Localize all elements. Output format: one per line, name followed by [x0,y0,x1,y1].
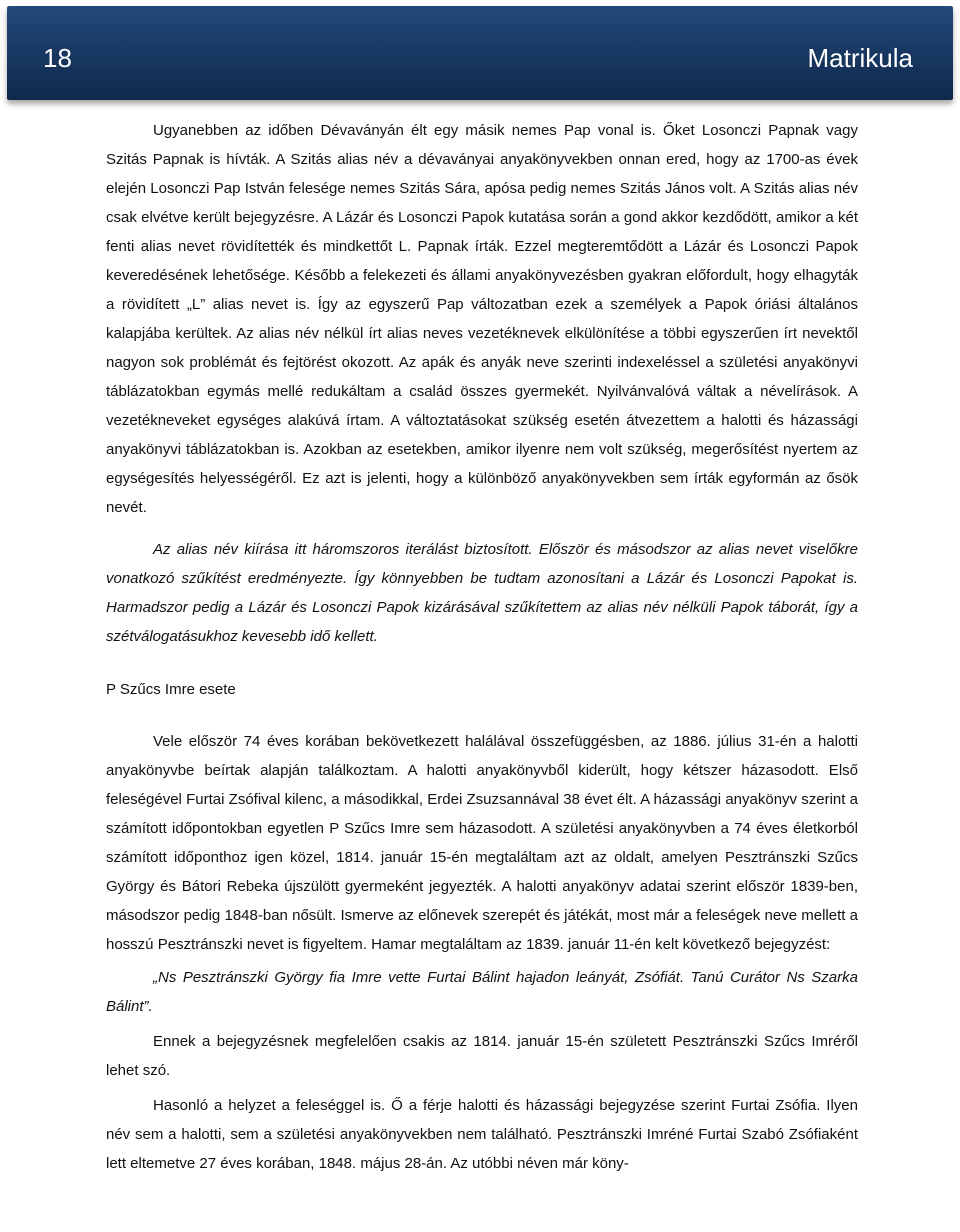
page-number: 18 [43,43,72,73]
quoted-entry: „Ns Pesztránszki György fia Imre vette Furtai Bálint hajadon leányát, Zsófiát. Tanú Curátor Ns Szarka Bálint”. [106,969,858,1015]
section-paragraph-3: Hasonló a helyzet a feleséggel is. Ő a férje halotti és házassági bejegyzése szerint Furtai Zsófia. Ilyen név sem a halotti, sem a születési anyakönyvekben nem található. Pesztránszki Imréné Furtai Szabó Zsófiaként lett eltemetve 27 éves korában, 1848. május 28-án. Az utóbbi néven már köny- [106,1097,858,1172]
section-paragraph-1: Vele először 74 éves korában bekövetkezett halálával összefüggésben, az 1886. július 31-én a halotti anyakönyvbe beírtak alapján találkoztam. A halotti anyakönyvből kiderült, hogy kétszer házasodott. Első feleségével Furtai Zsófival kilenc, a másodikkal, Erdei Zsuzsannával 38 évet élt. A házassági anyakönyv szerint a számított időpontokban egyetlen P Szűcs Imre sem házasodott. A születési anyakönyvben a 74 éves életkorból számított időponthoz igen közel, 1814. január 15-én megtaláltam azt az oldalt, amelyen Pesztránszki Szűcs György és Bátori Rebeka újszülött gyermeként jegyezték. A halotti anyakönyv adatai szerint először 1839-ben, másodszor pedig 1848-ban nősült. Ismerve az előnevek szerepét és játékát, most már a feleségek neve mellett a hosszú Pesztránszki nevet is figyeltem. Hamar megtaláltam az 1839. január 11-én kelt következő bejegyzést: [106,733,858,953]
section-paragraph-2: Ennek a bejegyzésnek megfelelően csakis az 1814. január 15-én született Pesztránszki Szűcs Imréről lehet szó. [106,1033,858,1079]
body-paragraph-1: Ugyanebben az időben Dévaványán élt egy másik nemes Pap vonal is. Őket Losonczi Papnak vagy Szitás Papnak is hívták. A Szitás alias név a dévaványai anyakönyvekben onnan ered, hogy az 1700-as évek elején Losonczi Pap István felesége nemes Szitás Sára, apósa pedig nemes Szitás János volt. A Szitás alias név csak elvétve került bejegyzésre. A Lázár és Losonczi Papok kutatása során a gond akkor kezdődött, amikor a két fenti alias nevet rövidítették és mindkettőt L. Papnak írták. Ezzel megteremtődött a Lázár és Losonczi Papok keveredésének lehetősége. Később a felekezeti és állami anyakönyvezésben gyakran előfordult, hogy elhagyták a rövidített „L” alias nevet is. Így az egyszerű Pap változatban ezek a személyek a Papok óriási általános kalapjába kerültek. Az alias név nélkül írt alias neves vezetéknevek elkülönítése a többi egyszerűen írt nevektől nagyon sok problémát és fejtörést okozott. Az apák és anyák neve szerinti indexeléssel a születési anyakönyvi táblázatokban egymás mellé redukáltam a család összes gyermekét. Nyilvánvalóvá váltak a névelírások. A vezetékneveket egységes alakúvá írtam. A változtatásokat szükség esetén átvezettem a halotti és házassági anyakönyvi táblázatokban is. Azokban az esetekben, amikor ilyenre nem volt szükség, megerősítést nyertem az egységesítés helyességéről. Ez azt is jelenti, hogy a különböző anyakönyvekben sem írták egyformán az ősök nevét. [106,122,858,516]
running-header-title: Matrikula [807,43,913,73]
page-body [106,116,858,1178]
page-header-bar [7,6,953,100]
section-heading: P Szűcs Imre esete [106,681,236,698]
body-paragraph-italic: Az alias név kiírása itt háromszoros iterálást biztosított. Először és másodszor az alias nevet viselőkre vonatkozó szűkítést eredményezte. Így könnyebben be tudtam azonosítani a Lázár és Losonczi Papokat is. Harmadszor pedig a Lázár és Losonczi Papok kizárásával szűkítettem az alias név nélküli Papok táborát, így a szétválogatásukhoz kevesebb idő kellett. [106,541,858,645]
